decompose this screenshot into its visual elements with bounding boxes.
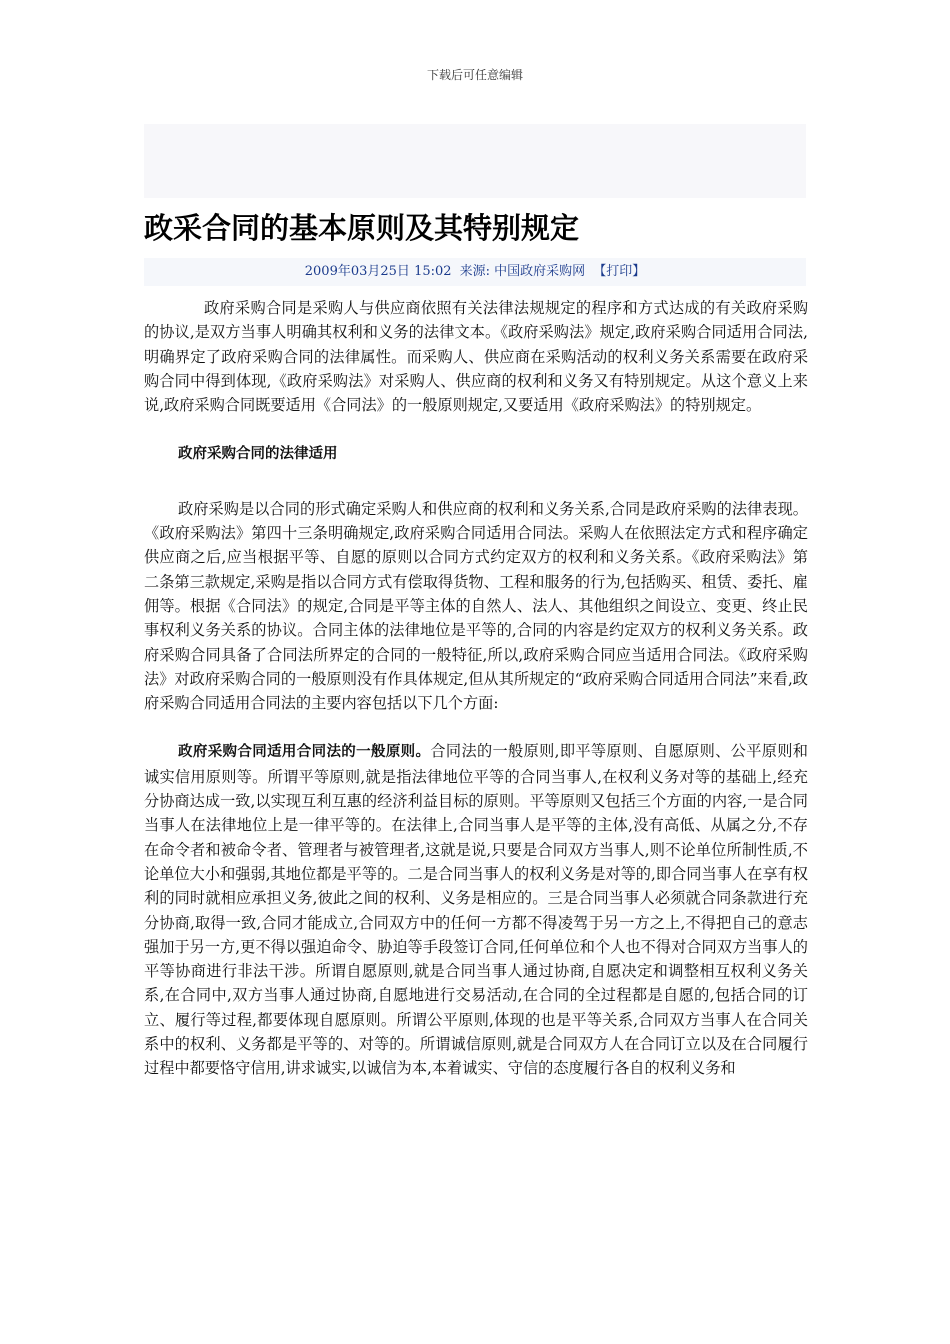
article-title: 政采合同的基本原则及其特别规定 <box>144 211 580 245</box>
banner-area <box>144 124 806 198</box>
print-link[interactable]: 【打印】 <box>593 264 646 279</box>
article-meta-bar <box>144 258 806 286</box>
source-label: 来源: <box>459 264 491 279</box>
article-body <box>144 296 808 1081</box>
page-header-note: 下载后可任意编辑 <box>426 68 523 82</box>
source-name: 中国政府采购网 <box>494 264 586 279</box>
general-principle-body: 合同法的一般原则,即平等原则、自愿原则、公平原则和诚实信用原则等。所谓平等原则,就是指法律地位平等的合同当事人,在权利义务对等的基础上,经充分协商达成一致,以实现互利互惠的经济利益目标的原则。平等原则又包括三个方面的内容,一是合同当事人在法律地位上是一律平等的。在法律上,合同当事人是平等的主体,没有高低、从属之分,不存在命令者和被命令者、管理者与被管理者,这就是说,只要是合同双方当事人,则不论单位所制性质,不论单位大小和强弱,其地位都是平等的。二是合同当事人的权利义务是对等的,即合同当事人在享有权利的同时就相应承担义务,彼此之间的权利、义务是相应的。三是合同当事人必须就合同条款进行充分协商,取得一致,合同才能成立,合同双方中的任何一方都不得凌驾于另一方之上,不得把自己的意志强加于另一方,更不得以强迫命令、胁迫等手段签订合同,任何单位和个人也不得对合同双方当事人的平等协商进行非法干涉。所谓自愿原则,就是合同当事人通过协商,自愿决定和调整相互权利义务关系,在合同中,双方当事人通过协商,自愿地进行交易活动,在合同的全过程都是自愿的,包括合同的订立、履行等过程,都要体现自愿原则。所谓公平原则,体现的也是平等关系,合同双方当事人在合同关系中的权利、义务都是平等的、对等的。所谓诚信原则,就是合同双方人在合同订立以及在合同履行过程中都要恪守信用,讲求诚实,以诚信为本,本着诚实、守信的态度履行各自的权利义务和 <box>144 742 808 1078</box>
section-heading-legal-application: 政府采购合同的法律适用 <box>178 446 338 463</box>
paragraph-gap <box>144 715 808 739</box>
intro-paragraph: 政府采购合同是采购人与供应商依照有关法律法规规定的程序和方式达成的有关政府采购的协议,是双方当事人明确其权利和义务的法律文本。《政府采购法》规定,政府采购合同适用合同法,明确界定了政府采购合同的法律属性。而采购人、供应商在采购活动的权利义务关系需要在政府采购合同中得到体现,《政府采购法》对采购人、供应商的权利和义务又有特别规定。从这个意义上来说,政府采购合同既要适用《合同法》的一般原则规定,又要适用《政府采购法》的特别规定。 <box>144 299 808 415</box>
publish-date: 2009年03月25日 15:02 <box>304 264 452 279</box>
general-principle-paragraph <box>144 739 808 1080</box>
general-principle-lead: 政府采购合同适用合同法的一般原则。 <box>178 744 431 761</box>
legal-application-paragraph: 政府采购是以合同的形式确定采购人和供应商的权利和义务关系,合同是政府采购的法律表现。《政府采购法》第四十三条明确规定,政府采购合同适用合同法。采购人在依照法定方式和程序确定供应商之后,应当根据平等、自愿的原则以合同方式约定双方的权利和义务关系。《政府采购法》第二条第三款规定,采购是指以合同方式有偿取得货物、工程和服务的行为,包括购买、租赁、委托、雇佣等。根据《合同法》的规定,合同是平等主体的自然人、法人、其他组织之间设立、变更、终止民事权利义务关系的协议。合同主体的法律地位是平等的,合同的内容是约定双方的权利义务关系。政府采购合同具备了合同法所界定的合同的一般特征,所以,政府采购合同应当适用合同法。《政府采购法》对政府采购合同的一般原则没有作具体规定,但从其所规定的“政府采购合同适用合同法”来看,政府采购合同适用合同法的主要内容包括以下几个方面: <box>144 499 808 713</box>
